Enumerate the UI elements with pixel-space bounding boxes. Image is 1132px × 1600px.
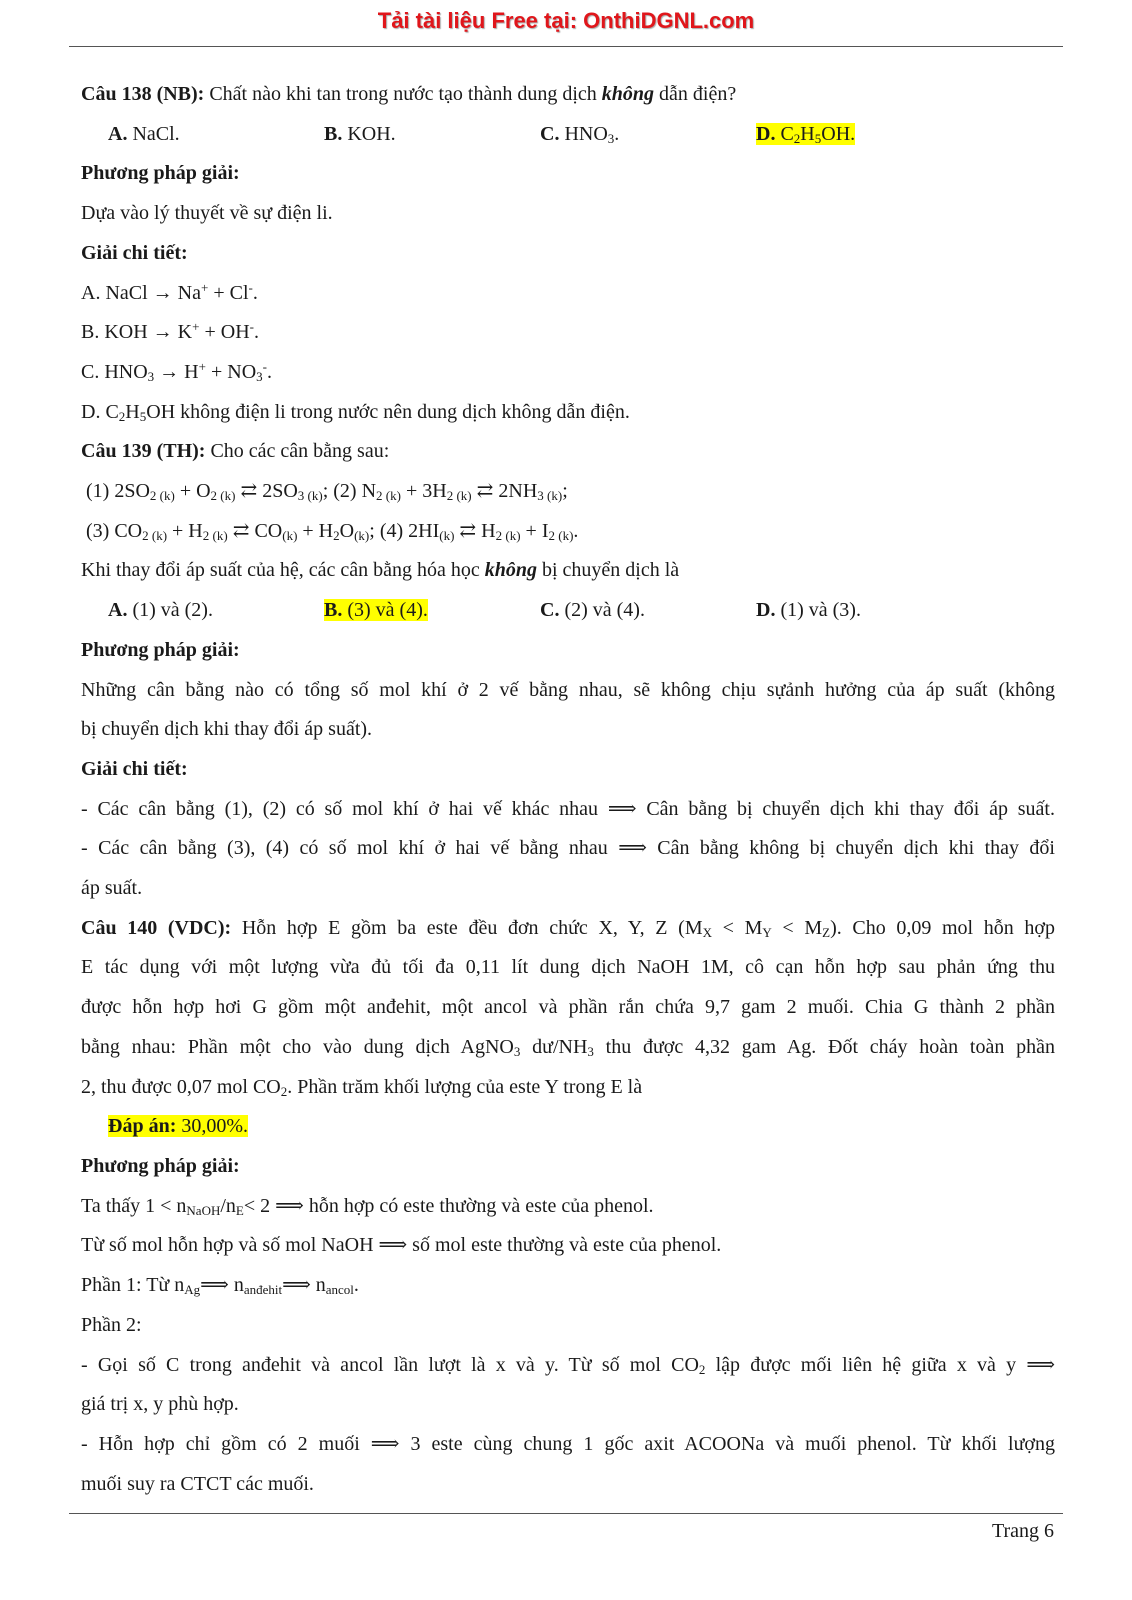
method-text-139-l2: bị chuyển dịch khi thay đổi áp suất). [81, 718, 373, 741]
equilibria-line-1: (1) $2SO_{2 (k)} + O_{2 (k)}$ ⇄ $2SO_{3 (k)}$; (2) $N_{2 (k)} + 3H_{2 (k)}$ ⇄ $2NH_{3 (k)}$; [86, 480, 568, 504]
question-139: Câu 139 (TH): Cho các cân bằng sau: [81, 440, 390, 463]
option-a: A. NaCl. [108, 122, 180, 145]
answer-140: Đáp án: 30,00%. [108, 1115, 249, 1138]
option-c: C. (2) và (4). [540, 599, 645, 622]
detail-c-138: C. $HNO_3 \to H^+ + NO_3^-$. [81, 358, 272, 384]
page-number: Trang 6 [991, 1520, 1054, 1542]
method-text-138: Dựa vào lý thuyết về sự điện li. [81, 202, 333, 225]
method-140-l3: Phần 1: Từ $n_{Ag}⟹$ $n_{anđehit}⟹$ $n_{ancol}$. [81, 1274, 359, 1298]
question-140-l1: Câu 140 (VDC): Hỗn hợp E gồm ba este đều đơn chức X, Y, Z $(M_X < M_Y < M_Z)$. Cho 0,09 mol hỗn hợp [81, 916, 1055, 940]
footer-divider [69, 1513, 1063, 1514]
detail-139-l1: - Các cân bằng (1), (2) có số mol khí ở hai vế khác nhau ⟹ Cân bằng bị chuyển dịch khi thay đổi áp suất. [81, 797, 1055, 820]
question-138: Câu 138 (NB): Chất nào khi tan trong nước tạo thành dung dịch không dẫn điện? [81, 83, 737, 105]
option-a: A. (1) và (2). [108, 599, 213, 622]
detail-title-139: Giải chi tiết: [81, 757, 188, 780]
detail-a-138: A. NaCl → Na+ + Cl-. [81, 279, 258, 304]
site-banner: Tải tài liệu Free tại: OnthiDGNL.com [377, 8, 755, 33]
option-b: B. KOH. [324, 122, 396, 145]
question-140-l3: được hỗn hợp hơi G gồm một anđehit, một ancol và phần rắn chứa 9,7 gam 2 muối. Chia G thành 2 phần [81, 996, 1055, 1019]
method-140-l7: - Hỗn hợp chỉ gồm có 2 muối ⟹ 3 este cùng chung 1 gốc axit ACOONa và muối phenol. Từ khối lượng [81, 1432, 1055, 1455]
option-c: C. $HNO_3$. [540, 122, 620, 146]
options-138 [81, 115, 1055, 155]
equilibria-line-2: (3) $CO_{2 (k)} + H_{2 (k)}$ ⇄ $CO_{(k)} + H_2O_{(k)}$; (4) $2HI_{(k)}$ ⇄ $H_{2 (k)} + I_{2 (k)}$. [86, 519, 579, 543]
page-content [81, 75, 1055, 1504]
question-140-l2: E tác dụng với một lượng vừa đủ tối đa 0,11 lít dung dịch NaOH 1M, cô cạn hỗn hợp sau phản ứng thu [81, 956, 1055, 979]
detail-139-l2: - Các cân bằng (3), (4) có số mol khí ở hai vế bằng nhau ⟹ Cân bằng không bị chuyển dịch khi thay đổi [81, 837, 1055, 860]
detail-d-138: D. $C_2H_5OH$ không điện li trong nước nên dung dịch không dẫn điện. [81, 400, 630, 424]
question-140-l5: 2, thu được 0,07 mol $CO_2$. Phần trăm khối lượng của este Y trong E là [81, 1075, 643, 1099]
option-d: D. (1) và (3). [756, 599, 861, 622]
option-d-correct: D. $C_2H_5OH$. [756, 122, 856, 146]
option-b-correct: B. (3) và (4). [324, 599, 428, 622]
method-140-l6: giá trị x, y phù hợp. [81, 1393, 239, 1416]
method-140-l2: Từ số mol hỗn hợp và số mol NaOH ⟹ số mol este thường và este của phenol. [81, 1234, 722, 1257]
header-divider [69, 46, 1063, 47]
detail-139-l3: áp suất. [81, 877, 143, 900]
method-title-138: Phương pháp giải: [81, 162, 240, 185]
method-title-140: Phương pháp giải: [81, 1154, 240, 1177]
question-140-l4: bằng nhau: Phần một cho vào dung dịch AgNO$_3$ $dư/NH_3$ thu được 4,32 gam Ag. Đốt cháy hoàn toàn phần [81, 1035, 1055, 1059]
method-140-l5: - Gọi số C trong anđehit và ancol lần lượt là x và y. Từ số mol $CO_2$ lập được mối liên hệ giữa x và y ⟹ [81, 1353, 1056, 1377]
method-title-139: Phương pháp giải: [81, 638, 240, 661]
method-140-l8: muối suy ra CTCT các muối. [81, 1472, 314, 1495]
method-140-l4: Phần 2: [81, 1313, 142, 1336]
method-text-139-l1: Những cân bằng nào có tổng số mol khí ở 2 vế bằng nhau, sẽ không chịu sựảnh hưởng của áp suất (không [81, 678, 1055, 701]
options-139 [81, 591, 1055, 631]
detail-title-138: Giải chi tiết: [81, 241, 188, 264]
detail-b-138: B. KOH → K+ + OH-. [81, 319, 259, 344]
question-139-prompt: Khi thay đổi áp suất của hệ, các cân bằng hóa học không bị chuyển dịch là [81, 559, 680, 582]
method-140-l1: Ta thấy $1 < n_{NaOH}/n_E< 2$ ⟹ hỗn hợp có este thường và este của phenol. [81, 1194, 654, 1218]
